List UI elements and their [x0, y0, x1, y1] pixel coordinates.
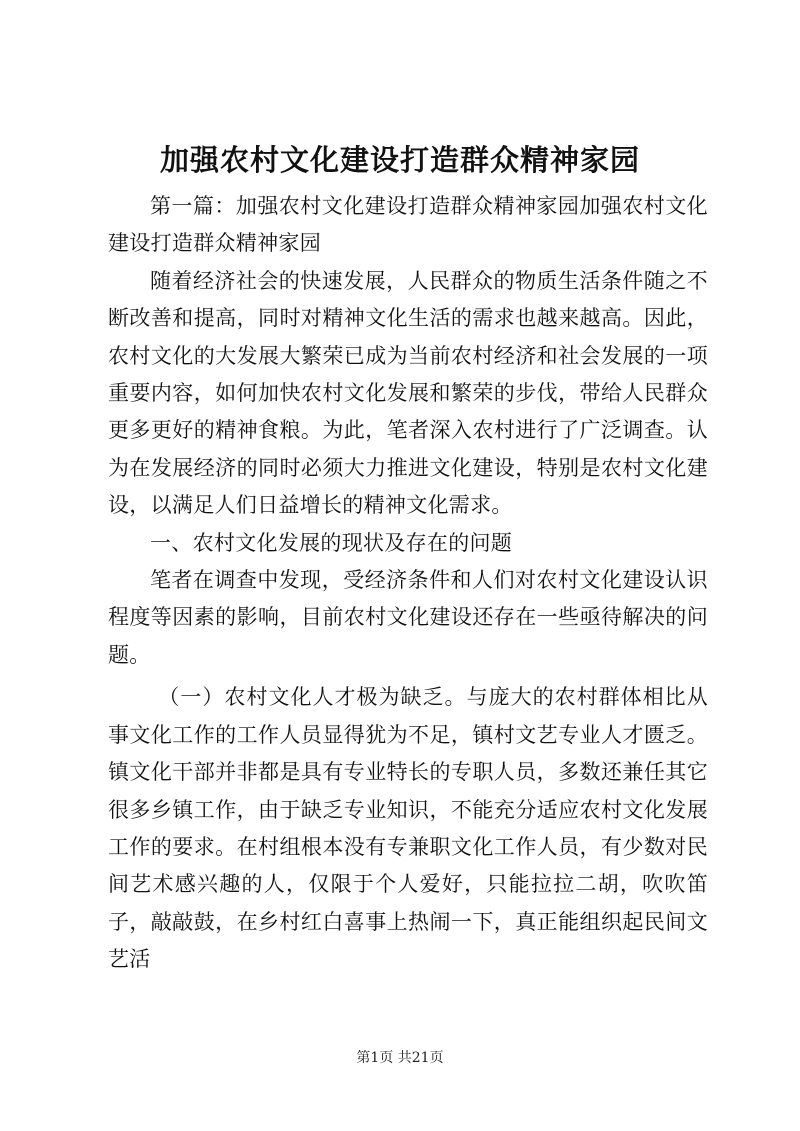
- document-body: [108, 188, 708, 979]
- paragraph-chapter-heading: 第一篇：加强农村文化建设打造群众精神家园加强农村文化建设打造群众精神家园: [108, 194, 708, 256]
- page-number-footer: 第1页 共21页: [356, 1050, 444, 1066]
- paragraph-intro: 随着经济社会的快速发展，人民群众的物质生活条件随之不断改善和提高，同时对精神文化生活的需求也越来越高。因此，农村文化的大发展大繁荣已成为当前农村经济和社会发展的一项重要内容，如何加快农村文化发展和繁荣的步伐，带给人民群众更多更好的精神食粮。为此，笔者深入农村进行了广泛调查。认为在发展经济的同时必须大力推进文化建设，特别是农村文化建设，以满足人们日益增长的精神文化需求。: [108, 268, 708, 518]
- paragraph-point-1: （一）农村文化人才极为缺乏。与庞大的农村群体相比从事文化工作的工作人员显得犹为不足，镇村文艺专业人才匮乏。镇文化干部并非都是具有专业特长的专职人员，多数还兼任其它很多乡镇工作，由于缺乏专业知识，不能充分适应农村文化发展工作的要求。在村组根本没有专兼职文化工作人员，有少数对民间艺术感兴趣的人，仅限于个人爱好，只能拉拉二胡，吹吹笛子，敲敲鼓，在乡村红白喜事上热闹一下，真正能组织起民间文艺活: [108, 685, 708, 972]
- section-heading-1: 一、农村文化发展的现状及存在的问题: [150, 530, 513, 555]
- document-title: 加强农村文化建设打造群众精神家园: [159, 143, 640, 177]
- paragraph-findings: 笔者在调查中发现，受经济条件和人们对农村文化建设认识程度等因素的影响，目前农村文化建设还存在一些亟待解决的问题。: [108, 568, 708, 667]
